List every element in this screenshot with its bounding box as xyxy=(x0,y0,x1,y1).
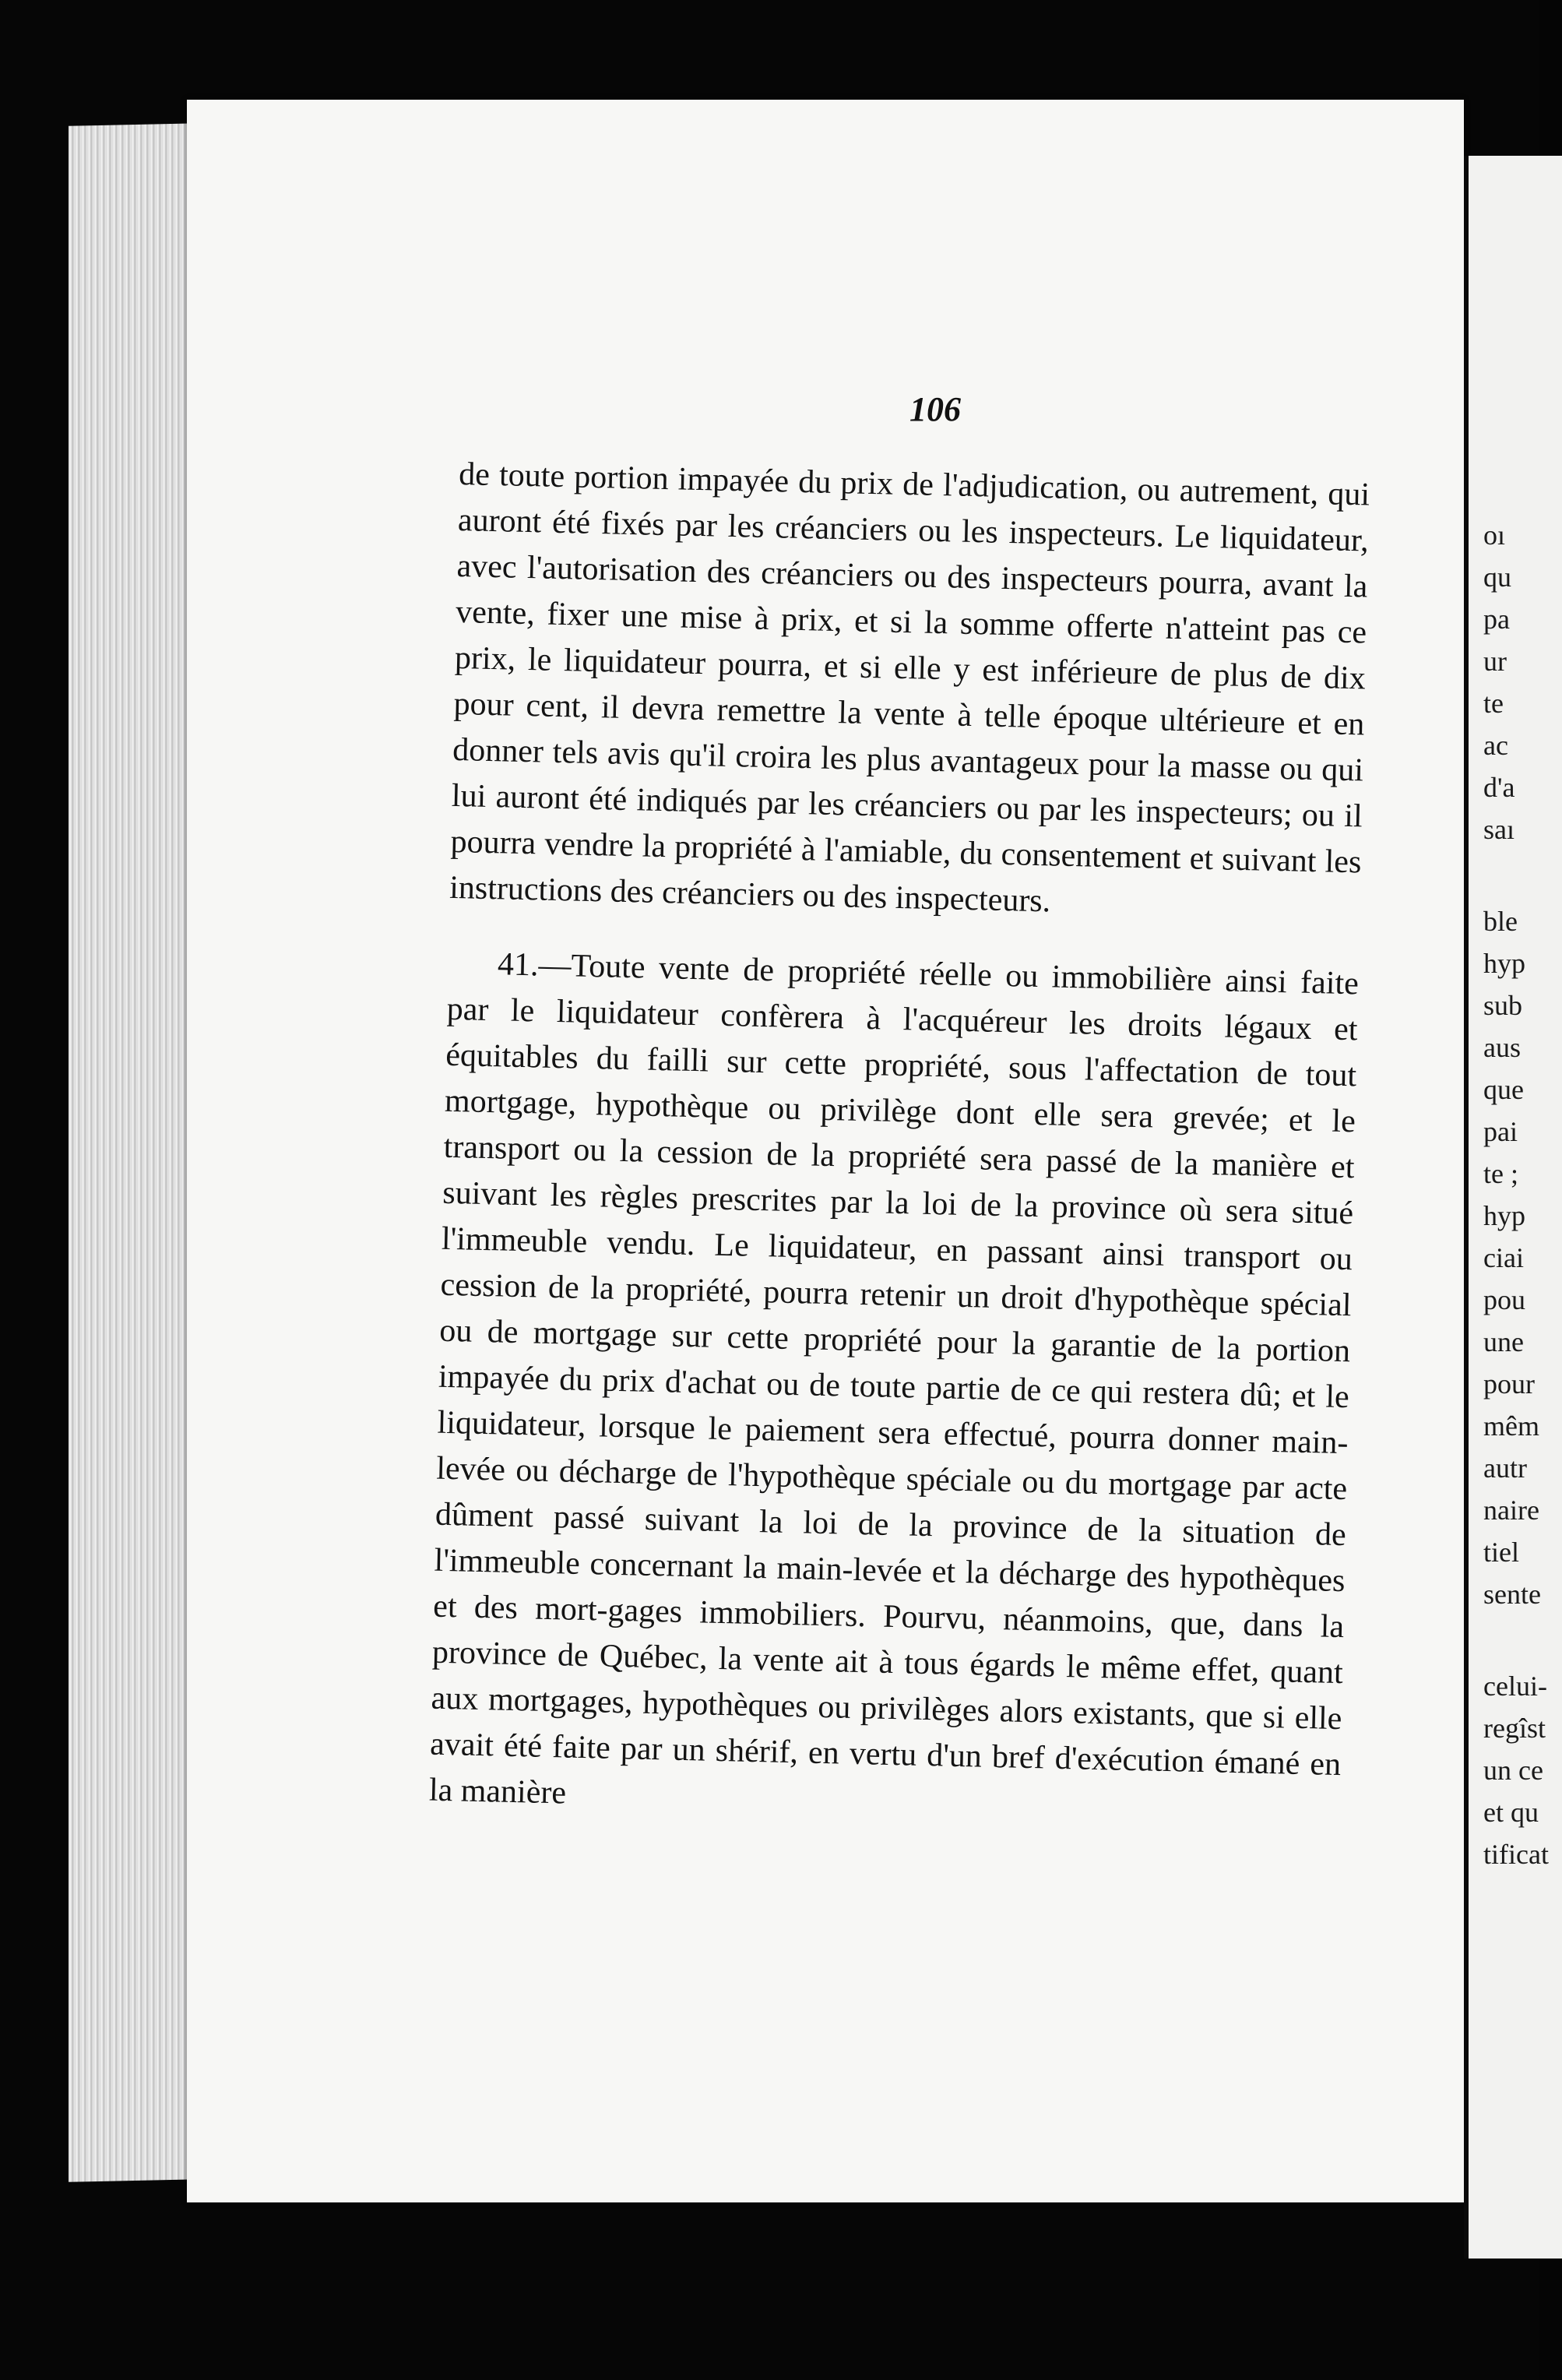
fragment: te xyxy=(1483,688,1504,719)
paragraph-2: 41.—Toute vente de propriété réelle ou immobilière ainsi faite par le liquidateur confèrera à l'acquéreur les droits légaux et équitables du failli sur cette propriété, sous l'affectation de tout mortgage, hypothèque ou privilège dont elle sera grevée; et le transport ou la cession de la propriété sera passé de la manière et suivant les règles prescrites par la loi de la province où sera situé l'immeuble vendu. Le liquidateur, en passant ainsi transport ou cession de la propriété, pourra retenir un droit d'hypothèque spécial ou de mortgage sur cette propriété pour la garantie de la portion impayée du prix d'achat ou de toute partie de ce qui restera dû; et le liquidateur, lorsque le paiement sera effectué, pourra donner main-levée ou décharge de l'hypothèque spéciale ou du mortgage par acte dûment passé suivant la loi de la province de la situation de l'immeuble concernant la main-levée et la décharge des hypothèques et des mort-gages immobiliers. Pourvu, néanmoins, que, dans la province de Québec, la vente ait à tous égards le même effet, quant aux mortgages, hypothèques ou privilèges alors existants, que si elle avait été faite par un shérif, en vertu d'un bref d'exécution émané en la manière xyxy=(428,946,1360,1811)
fragment: oı xyxy=(1483,519,1506,551)
fragment: que xyxy=(1483,1074,1524,1105)
fragment: et qu xyxy=(1483,1797,1539,1828)
fragment: sente xyxy=(1483,1579,1541,1610)
fragment: celui- xyxy=(1483,1671,1547,1702)
page-body-text xyxy=(428,452,1370,1834)
page-number: 106 xyxy=(909,390,961,428)
fragment: aus xyxy=(1483,1032,1521,1063)
fragment: tiel xyxy=(1483,1537,1519,1568)
fragment: sub xyxy=(1483,990,1523,1021)
fragment-gap xyxy=(1483,1615,1546,1665)
fragment: mêm xyxy=(1483,1410,1539,1442)
adjacent-page-fragments xyxy=(1483,514,1549,1875)
fragment: hyp xyxy=(1483,1200,1525,1231)
fragment: pa xyxy=(1483,604,1510,635)
fragment: pai xyxy=(1483,1116,1518,1147)
fragment: une xyxy=(1483,1326,1524,1357)
fragment: ciai xyxy=(1483,1242,1524,1273)
fragment: d'a xyxy=(1483,772,1515,803)
fragment: ble xyxy=(1483,906,1518,937)
fragment: qu xyxy=(1483,562,1511,593)
fragment: ur xyxy=(1483,646,1507,677)
book-page-edges xyxy=(69,123,201,2182)
fragment: tificat xyxy=(1483,1839,1549,1870)
fragment-gap xyxy=(1483,850,1546,900)
fragment: naire xyxy=(1483,1495,1539,1526)
fragment: pou xyxy=(1483,1284,1525,1315)
fragment: autr xyxy=(1483,1452,1527,1484)
paragraph-1: de toute portion impayée du prix de l'adjudication, ou autrement, qui auront été fixés par les créanciers ou les inspecteurs. Le liquidateur, avec l'autorisation des créanciers ou des inspecteurs pourra, avant la vente, fixer une mise à prix, et si la somme offerte n'atteint pas ce prix, le liquidateur pourra, et si elle y est inférieure de plus de dix pour cent, il devra remettre la vente à telle époque ultérieure et en donner tels avis qu'il croira les plus avantageux pour la masse ou qui lui auront été indiqués par les créanciers ou par les inspecteurs; ou il pourra vendre la propriété à l'amiable, du consentement et suivant les instructions des créanciers ou des inspecteurs. xyxy=(449,456,1370,920)
fragment: saı xyxy=(1483,814,1515,845)
fragment: pour xyxy=(1483,1368,1535,1399)
fragment: ac xyxy=(1483,730,1508,761)
fragment: regîst xyxy=(1483,1713,1546,1744)
fragment: un ce xyxy=(1483,1755,1543,1786)
fragment: hyp xyxy=(1483,948,1525,979)
fragment: te ; xyxy=(1483,1158,1518,1189)
